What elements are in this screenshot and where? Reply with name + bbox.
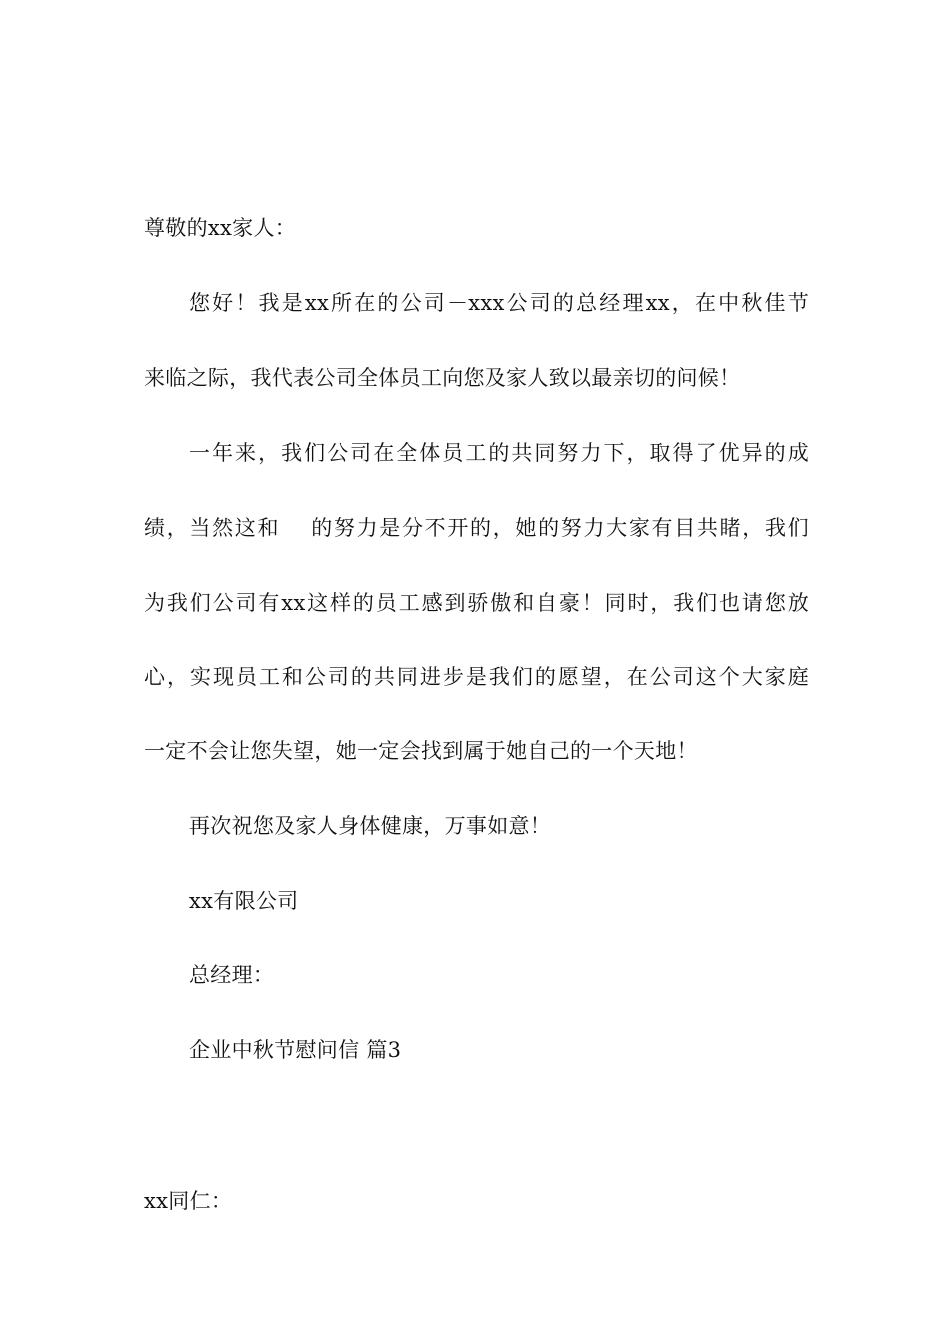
closing-wish: 再次祝您及家人身体健康，万事如意！ [189, 814, 552, 838]
paragraph-2-line-5: 一定不会让您失望，她一定会找到属于她自己的一个天地！ [144, 739, 698, 763]
section-heading: 企业中秋节慰问信 篇3 [189, 1038, 402, 1062]
paragraph-1-line-1: 您好！我是xx所在的公司－xxx公司的总经理xx，在中秋佳节 [189, 291, 809, 315]
salutation: 尊敬的xx家人： [144, 216, 297, 240]
paragraph-2-line-2: 绩，当然这和 的努力是分不开的，她的努力大家有目共睹，我们 [144, 516, 809, 540]
paragraph-2-line-4: 心，实现员工和公司的共同进步是我们的愿望，在公司这个大家庭 [144, 665, 809, 689]
paragraph-2-line-3: 为我们公司有xx这样的员工感到骄傲和自豪！同时，我们也请您放 [144, 591, 809, 615]
signature-company: xx有限公司 [189, 889, 299, 913]
paragraph-1-line-2: 来临之际，我代表公司全体员工向您及家人致以最亲切的问候！ [144, 366, 741, 390]
next-salutation: xx同仁： [144, 1189, 233, 1213]
paragraph-2-line-1: 一年来，我们公司在全体员工的共同努力下，取得了优异的成 [189, 441, 809, 465]
signature-title: 总经理： [189, 963, 275, 987]
